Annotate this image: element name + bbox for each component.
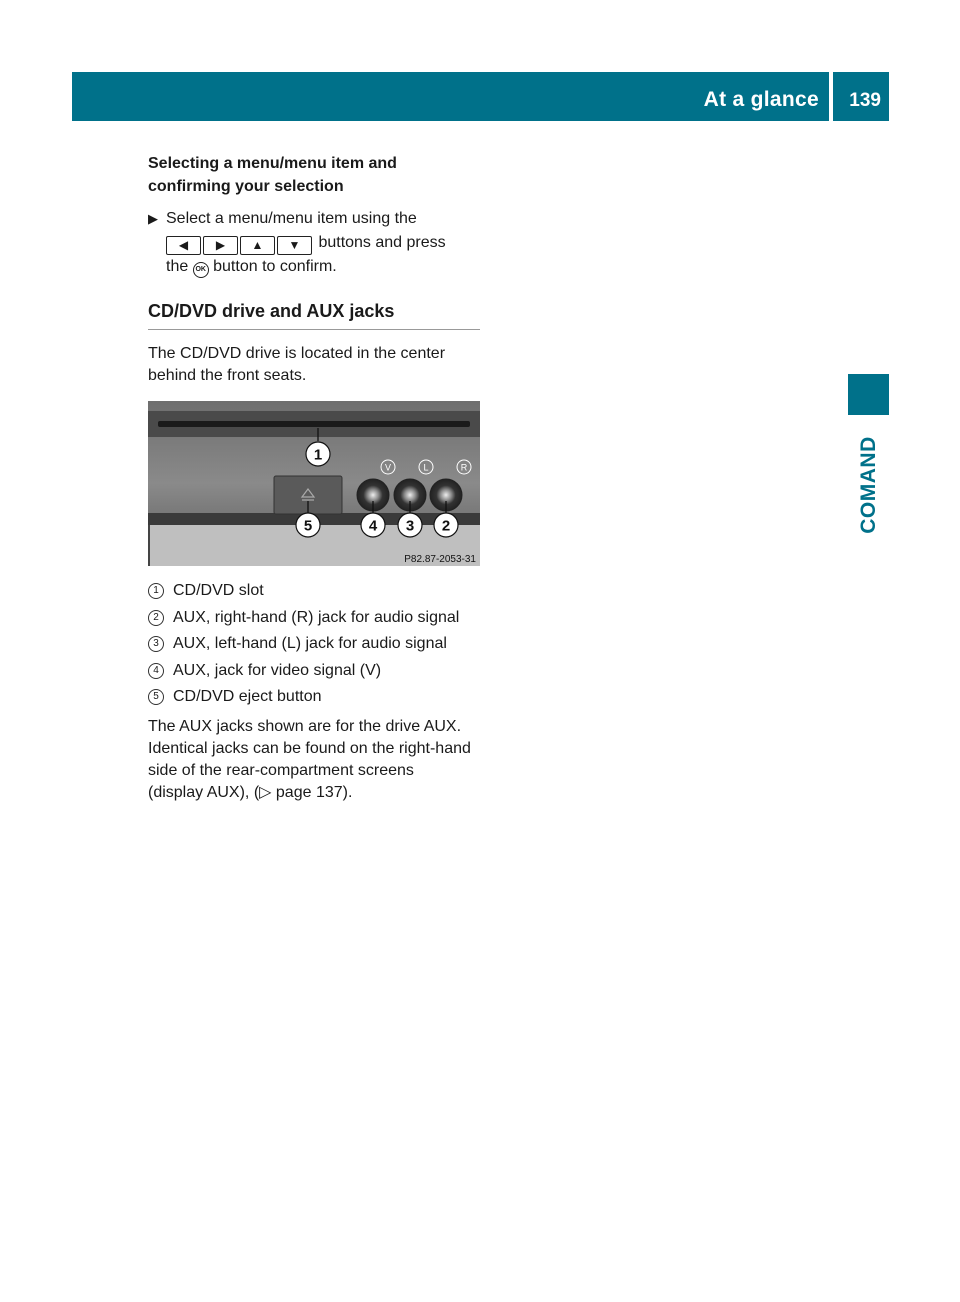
note-line1: The AUX jacks shown are for the drive AUX. (148, 718, 462, 735)
side-tab-label (848, 430, 889, 540)
section-title: At a glance (703, 88, 819, 111)
cd-dvd-slot (158, 421, 470, 427)
left-key-icon: ◀ (166, 236, 201, 255)
subheading-line1: Selecting a menu/menu item and (148, 155, 397, 172)
jack-label-l: L (423, 462, 429, 473)
photo-caption-code: P82.87-2053-31 (404, 554, 476, 565)
note-line4a: (display AUX), ( (148, 784, 260, 801)
legend-number: 1 (148, 583, 164, 599)
right-key-icon: ▶ (203, 236, 238, 255)
section-heading-cd-dvd: CD/DVD drive and AUX jacks (148, 301, 480, 330)
subheading-line2: confirming your selection (148, 178, 344, 195)
legend-number: 2 (148, 610, 164, 626)
legend-number: 5 (148, 689, 164, 705)
callout-3-label: 3 (405, 517, 415, 535)
legend-item (148, 633, 484, 655)
intro-line1: The CD/DVD drive is located in the center (148, 345, 446, 362)
note-paragraph (148, 716, 484, 804)
callout-4-label: 4 (368, 517, 378, 535)
header-divider (829, 72, 833, 121)
up-key-icon: ▲ (240, 236, 275, 255)
step-arrow-icon: ▶ (148, 211, 158, 226)
legend-item (148, 580, 484, 602)
step-text-3a: the (166, 258, 193, 275)
side-tab-marker (848, 374, 889, 415)
cd-dvd-drive-photo (148, 401, 480, 566)
page-number: 139 (849, 90, 881, 111)
step-text-2: buttons and press (314, 234, 446, 251)
legend-text: CD/DVD slot (173, 582, 264, 599)
legend-text: AUX, jack for video signal (V) (173, 661, 382, 679)
note-line3: side of the rear-compartment screens (148, 762, 414, 779)
drive-illustration (148, 401, 480, 566)
intro-line2: behind the front seats. (148, 367, 307, 384)
legend-number: 4 (148, 663, 164, 679)
callout-5-label: 5 (303, 517, 313, 535)
note-line2: Identical jacks can be found on the right-hand (148, 740, 471, 757)
legend-item (148, 607, 484, 629)
side-tab-text: COMAND (856, 436, 880, 534)
legend-text: CD/DVD eject button (173, 688, 322, 705)
main-content (148, 152, 484, 804)
callout-2-label: 2 (441, 517, 451, 535)
page-reference-link[interactable]: page 137). (271, 784, 353, 801)
down-key-icon: ▼ (277, 236, 312, 255)
step-text-3b: button to confirm. (208, 258, 337, 275)
intro-paragraph (148, 343, 484, 387)
legend-text: AUX, left-hand (L) jack for audio signal (173, 635, 447, 652)
step-text-1: Select a menu/menu item using the (166, 210, 417, 227)
page-reference-arrow-icon: ▷ (259, 784, 272, 801)
legend-text: AUX, right-hand (R) jack for audio signal (173, 608, 460, 626)
callout-legend (148, 580, 484, 708)
page-header (72, 72, 889, 121)
ok-button-icon: OK (193, 262, 209, 278)
legend-item (148, 686, 484, 708)
callout-1-label: 1 (313, 446, 323, 464)
jack-label-v: V (384, 462, 392, 473)
instruction-step (148, 207, 484, 279)
legend-number: 3 (148, 636, 164, 652)
jack-label-r: R (460, 462, 468, 473)
subheading-selecting (148, 152, 484, 198)
legend-item (148, 660, 484, 682)
